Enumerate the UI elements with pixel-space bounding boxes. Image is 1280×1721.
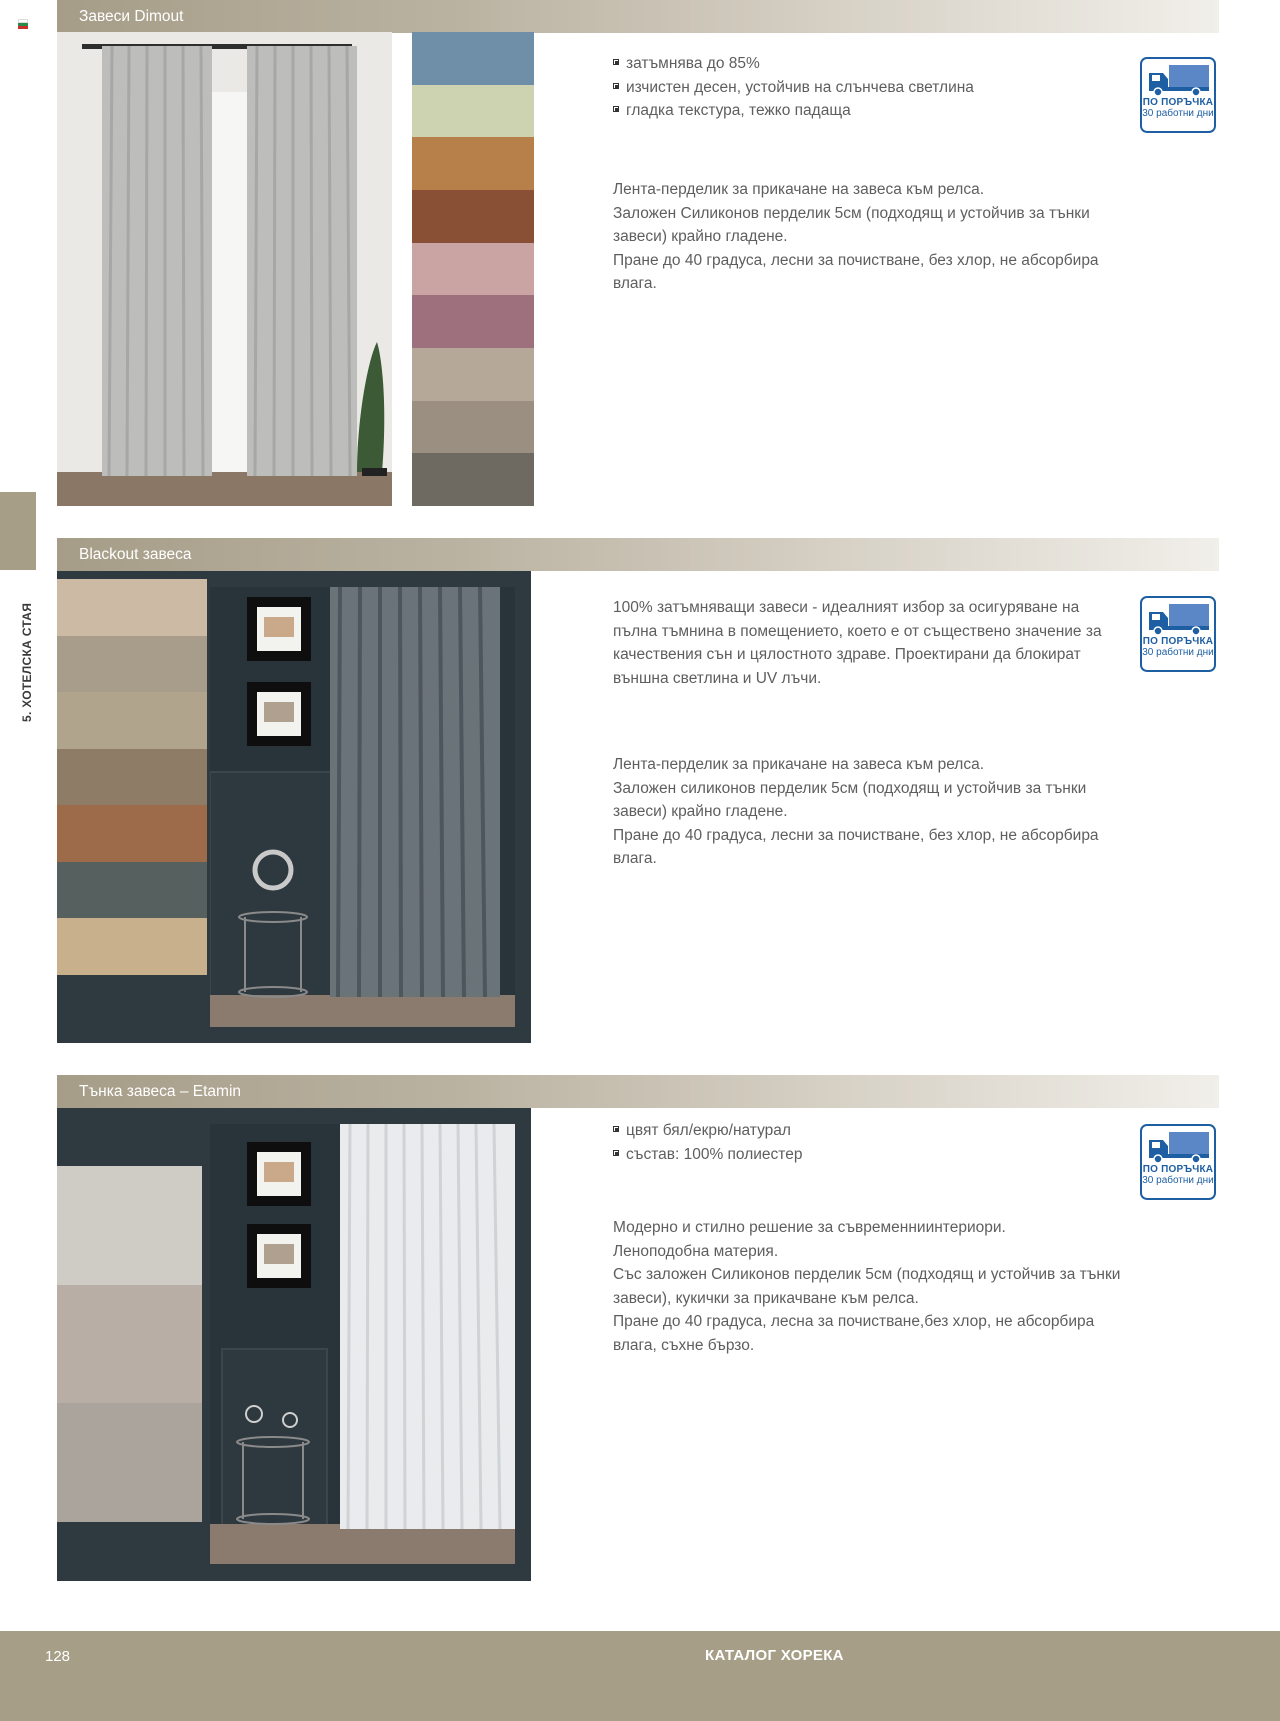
color-swatch <box>57 749 207 807</box>
description-line: Ленoподобна материя. <box>613 1242 779 1260</box>
feature-item: изчистен десен, устойчив на слънчева светлина <box>613 76 1113 100</box>
color-swatch <box>57 1166 202 1286</box>
description-line: Лента-перделик за прикачане на завеса към релса. <box>613 756 985 773</box>
description-line: Пране до 40 градуса, лесна за почистване,без хлор, не абсорбира влага, съхне бързо. <box>613 1313 1095 1354</box>
blackout-color-swatches <box>57 579 207 975</box>
color-swatch <box>57 918 207 975</box>
feature-list <box>613 1119 1113 1166</box>
description-line: Със заложен Силиконов перделик 5см (подходящ и устойчив за тънки завеси), кукички за прикачване към релса. <box>613 1266 1121 1307</box>
made-to-order-badge <box>1140 1124 1216 1200</box>
description-line: Заложен Силиконов перделик 5см (подходящ и устойчив за тънки завеси) крайно гладене. <box>613 204 1090 245</box>
color-swatch <box>412 32 534 86</box>
color-swatch <box>412 137 534 191</box>
description-line: Пране до 40 градуса, лесни за почистване, без хлор, не абсорбира влага. <box>613 826 1099 867</box>
color-swatch <box>412 295 534 349</box>
color-swatch <box>57 579 207 637</box>
badge-subtitle: 30 работни дни <box>1142 108 1214 119</box>
etamin-curtain-photo <box>57 1108 531 1581</box>
product-description <box>613 1216 1133 1357</box>
color-swatch <box>57 862 207 920</box>
catalog-title: КАТАЛОГ ХОРЕКА <box>705 1647 844 1664</box>
blackout-curtain-photo <box>57 571 531 1043</box>
color-swatch <box>57 692 207 750</box>
color-swatch <box>412 348 534 402</box>
badge-subtitle: 30 работни дни <box>1142 647 1214 658</box>
color-swatch <box>57 1285 202 1405</box>
etamin-color-swatches <box>57 1166 202 1522</box>
dimout-color-swatches <box>412 32 534 506</box>
language-flag-icon <box>18 19 28 28</box>
color-swatch <box>57 636 207 694</box>
color-swatch <box>412 190 534 244</box>
feature-item: гладка текстура, тежко падаща <box>613 99 1113 123</box>
feature-item: затъмнява до 85% <box>613 52 1113 76</box>
feature-item: цвят бял/екрю/натурал <box>613 1119 1113 1143</box>
side-tab-label: 5. ХОТЕЛСКА СТАЯ <box>20 602 34 722</box>
truck-icon <box>1146 602 1212 636</box>
description-line: Заложен силиконов перделик 5см (подходящ и устойчив за тънки завеси) крайно гладене. <box>613 779 1087 820</box>
product-description <box>613 753 1118 871</box>
color-swatch <box>412 401 534 455</box>
section-title: Завеси Dimout <box>79 8 184 25</box>
section-title: Тънка завеса – Etamin <box>79 1083 242 1100</box>
badge-title: ПО ПОРЪЧКА <box>1142 97 1214 108</box>
color-swatch <box>412 453 534 506</box>
feature-list <box>613 52 1113 123</box>
section-title-band <box>57 0 1219 33</box>
product-intro: 100% затъмняващи завеси - идеалният избор за осигуряване на пълна тъмнина в помещението, което е от съществено значение за качествения сън и цялостното здраве. Проектирани да блокират външна светлина и UV лъчи. <box>613 599 1102 687</box>
color-swatch <box>412 243 534 297</box>
feature-item: състав: 100% полиестер <box>613 1143 1113 1167</box>
dimout-curtain-photo <box>57 32 392 506</box>
color-swatch <box>57 805 207 863</box>
description-line: Модерно и стилно решение за съвременниинтериори. <box>613 1219 1006 1236</box>
made-to-order-badge <box>1140 57 1216 133</box>
section-title-band <box>57 538 1219 571</box>
made-to-order-badge <box>1140 596 1216 672</box>
badge-title: ПО ПОРЪЧКА <box>1142 1164 1214 1175</box>
section-title-band <box>57 1075 1219 1108</box>
badge-title: ПО ПОРЪЧКА <box>1142 636 1214 647</box>
color-swatch <box>57 1403 202 1522</box>
truck-icon <box>1146 63 1212 97</box>
page-footer <box>0 1631 1280 1721</box>
product-description <box>613 178 1118 296</box>
color-swatch <box>412 85 534 139</box>
section-title: Blackout завеса <box>79 546 192 563</box>
page-number: 128 <box>45 1648 71 1665</box>
section-side-tab <box>0 492 36 570</box>
description-line: Лента-перделик за прикачане на завеса към релса. <box>613 181 985 198</box>
description-line: Пране до 40 градуса, лесни за почистване, без хлор, не абсорбира влага. <box>613 251 1099 292</box>
truck-icon <box>1146 1130 1212 1164</box>
badge-subtitle: 30 работни дни <box>1142 1175 1214 1186</box>
